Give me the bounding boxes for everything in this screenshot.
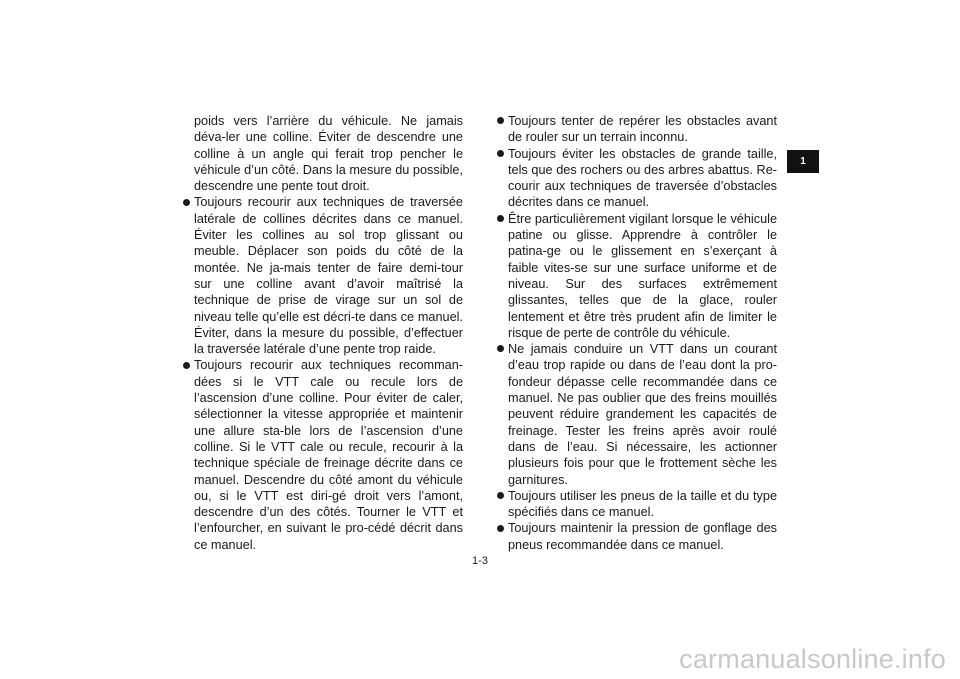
right-column bbox=[497, 113, 777, 553]
bullet-text: Toujours recourir aux techniques de traversée latérale de collines décrites dans ce manuel. Éviter les collines au sol trop glissant ou meuble. Déplacer son poids du côté de la montée. Ne ja-mais tenter de faire demi-tour sur une colline avant d’avoir maîtrisé la technique de prise de virage sur un sol de niveau telle qu’elle est décri-te dans ce manuel. Éviter, dans la mesure du possible, d’effectuer la traversée latérale d’une pente trop raide. bbox=[194, 195, 463, 357]
page-number: 1-3 bbox=[472, 555, 488, 567]
bullet-item bbox=[497, 146, 777, 211]
bullet-text: Toujours recourir aux techniques recomman-dées si le VTT cale ou recule lors de l’ascension d’une colline. Pour éviter de caler, sélectionner la vitesse appropriée et maintenir une allure sta-ble lors de l’ascension d’une colline. Si le VTT cale ou recule, recourir à la technique spéciale de freinage décrite dans ce manuel. Descendre du côté amont du véhicule ou, si le VTT est diri-gé droit vers l’amont, descendre d’un des côtés. Tourner le VTT et l’enfourcher, en suivant le pro-cédé décrit dans ce manuel. bbox=[194, 358, 463, 552]
bullet-dot-icon bbox=[497, 215, 504, 222]
bullet-dot-icon bbox=[497, 345, 504, 352]
bullet-dot-icon bbox=[497, 492, 504, 499]
continuation-paragraph: poids vers l’arrière du véhicule. Ne jamais déva-ler une colline. Éviter de descendre une colline à un angle qui ferait trop pencher le véhicule d’un côté. Dans la mesure du possible, descendre une pente tout droit. bbox=[194, 114, 463, 194]
bullet-text: Toujours maintenir la pression de gonflage des pneus recommandée dans ce manuel. bbox=[508, 521, 777, 552]
bullet-item bbox=[497, 520, 777, 553]
bullet-dot-icon bbox=[497, 117, 504, 124]
bullet-item bbox=[183, 357, 463, 553]
bullet-text: Ne jamais conduire un VTT dans un courant d’eau trop rapide ou dans de l’eau dont la pro-fondeur dépasse celle recommandée dans ce manuel. Ne pas oublier que des freins mouillés peuvent réduire grandement les capacités de freinage. Tester les freins après avoir roulé dans de l’eau. Si nécessaire, les actionner plusieurs fois pour que le frottement sèche les garnitures. bbox=[508, 342, 777, 487]
watermark: carmanualsonline.info bbox=[679, 644, 946, 674]
bullet-dot-icon bbox=[183, 362, 190, 369]
bullet-dot-icon bbox=[497, 525, 504, 532]
bullet-item bbox=[183, 194, 463, 357]
left-column bbox=[183, 113, 463, 553]
bullet-dot-icon bbox=[183, 199, 190, 206]
bullet-text: Toujours éviter les obstacles de grande taille, tels que des rochers ou des arbres abattus. Re-courir aux techniques de traversée d’obstacles décrites dans ce manuel. bbox=[508, 146, 777, 210]
bullet-item bbox=[497, 113, 777, 146]
bullet-text: Être particulièrement vigilant lorsque le véhicule patine ou glisse. Apprendre à contrôler le patina-ge ou le glissement en s’exerçant à faible vites-se sur une surface uniforme et de niveau. Sur des surfaces extrêmement glissantes, telles que de la glace, rouler lentement et être très prudent afin de limiter le risque de perte de contrôle du véhicule. bbox=[508, 211, 777, 340]
bullet-text: Toujours utiliser les pneus de la taille et du type spécifiés dans ce manuel. bbox=[508, 488, 777, 520]
bullet-item bbox=[497, 488, 777, 521]
bullet-item bbox=[497, 211, 777, 341]
bullet-text: Toujours tenter de repérer les obstacles avant de rouler sur un terrain inconnu. bbox=[508, 114, 777, 145]
chapter-tab: 1 bbox=[787, 150, 819, 173]
bullet-dot-icon bbox=[497, 150, 504, 157]
bullet-item bbox=[497, 341, 777, 488]
